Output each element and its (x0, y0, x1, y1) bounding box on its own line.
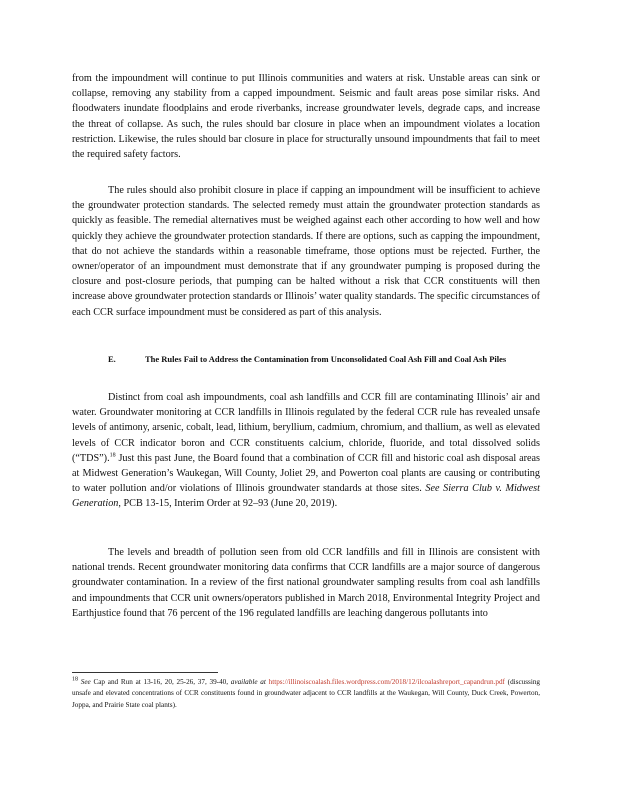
body-paragraph-4: The levels and breadth of pollution seen from old CCR landfills and fill in Illinois are consistent with national trends. Recent groundwater monitoring data confirms that CCR landfills are a major source of dangerous groundwater contamination. In a review of the first national groundwater sampling results from coal ash landfills and impoundments that CCR unit owners/operators published in March 2018, Environmental Integrity Project and Earthjustice found that 76 percent of the 196 regulated landfills are leaching dangerous pollutants into (72, 547, 540, 619)
footnote-available-at: available at (230, 678, 266, 686)
footnote-marker[interactable]: 18 (109, 452, 116, 459)
paragraph-3-text-b: Just this past June, the Board found that a combination of CCR fill and historic coal ash disposal areas at Midwest Generation’s Waukegan, Will County, Joliet 29, and Powerton coal plants are causing or contributing to water pollution and/or violations of Illinois groundwater standards at those sites. (72, 452, 540, 495)
section-letter: E. (108, 354, 116, 364)
paragraph-3-text-a: Distinct from coal ash impoundments, coal ash landfills and CCR fill are contaminating Illinois’ air and water. Groundwater monitoring at CCR landfills in Illinois regulated by the federal CCR rule has revealed unsafe levels of antimony, arsenic, cobalt, lead, lithium, beryllium, cadmium, chromium, and thallium, as well as elevated levels of CCR indicator boron and CCR constituents calcium, chloride, fluoride, and total dissolved solids (“TDS”). (72, 392, 540, 464)
footnote-rest: (discussing unsafe and elevated concentrations of CCR constituents found in groundwater adjacent to CCR landfills at the Waukegan, Will County, Duck Creek, Powerton, Joppa, and Prairie State coal plants). (72, 678, 541, 709)
case-citation: See Sierra Club v. Midwest Generation (72, 483, 540, 510)
footnote-see: See (80, 678, 91, 686)
body-paragraph-1: from the impoundment will continue to put Illinois communities and waters at risk. Unstable areas can sink or collapse, removing any stability from a capped impoundment. Seismic and fault areas pose similar risks. And floodwaters inundate floodplains and erode riverbanks, increase groundwater levels, degrade caps, and increase the threat of collapse. As such, the rules should bar closure in place when an impoundment violates a location restriction. Likewise, the rules should bar closure in place for structurally unsound impoundments that fail to meet the required safety factors. (72, 73, 540, 161)
paragraph-3-text-c: , PCB 13-15, Interim Order at 92–93 (June 20, 2019). (118, 498, 338, 510)
footnote (72, 677, 540, 711)
section-heading-text: The Rules Fail to Address the Contamination from Unconsolidated Coal Ash Fill and Coal Ash Piles (145, 354, 507, 364)
footnote-number: 18 (72, 676, 78, 683)
footnote-divider (72, 672, 218, 673)
body-paragraph-3 (72, 390, 540, 512)
footnote-link[interactable]: https://illinoiscoalash.files.wordpress.com/2018/12/ilcoalashreport_capandrun.pdf (268, 678, 505, 686)
footnote-ref: Cap and Run at 13-16, 20, 25-26, 37, 39-40, (90, 678, 231, 686)
body-paragraph-2: The rules should also prohibit closure in place if capping an impoundment will be insufficient to achieve the groundwater protection standards. The selected remedy must attain the groundwater protection standards as quickly as feasible. The remedial alternatives must be weighed against each other according to how well and how quickly they achieve the groundwater protection standards. If there are options, such as capping the impoundment, that do not achieve the standards within a reasonable timeframe, those options must be rejected. Further, the owner/operator of an impoundment must demonstrate that if any groundwater pumping is proposed during the closure and post-closure periods, that pumping can be halted without a risk that CCR constituents will then increase above groundwater protection standards or Illinois’ water quality standards. The specific circumstances of each CCR surface impoundment must be considered as part of this analysis. (72, 185, 540, 318)
